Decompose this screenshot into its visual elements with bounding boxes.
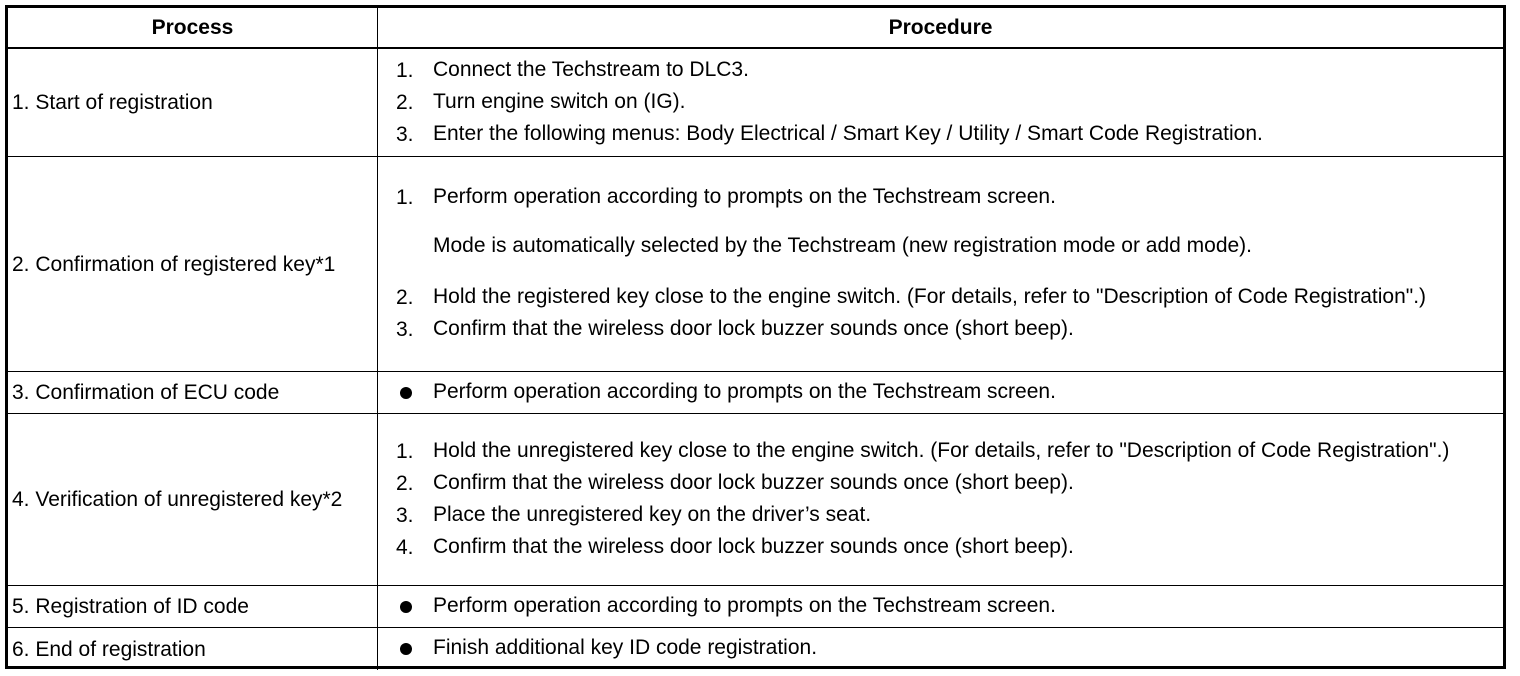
note-text: Mode is automatically selected by the Techstream (new registration mode or add mode). [433, 234, 1253, 257]
step-text: Confirm that the wireless door lock buzzer sounds once (short beep). [433, 317, 1074, 340]
process-label: 6. End of registration [12, 637, 206, 661]
step-number: 2. [396, 90, 414, 114]
bullet-icon [396, 377, 433, 409]
step-number: 1. [396, 186, 414, 209]
step-text: Hold the registered key close to the engine switch. (For details, refer to "Description of Code Registration".) [433, 285, 1427, 308]
step-text: Place the unregistered key on the driver’s seat. [433, 502, 872, 526]
header-process: Process [8, 8, 378, 49]
step-number: 1. [396, 58, 414, 82]
step-text: Turn engine switch on (IG). [433, 89, 686, 113]
process-cell-1 [8, 49, 378, 157]
process-label: 5. Registration of ID code [12, 595, 249, 618]
step-text: Enter the following menus: Body Electrical / Smart Key / Utility / Smart Code Registration. [433, 121, 1263, 145]
step-text: Finish additional key ID code registration. [433, 636, 818, 659]
process-label: 3. Confirmation of ECU code [12, 381, 280, 404]
process-cell-3 [8, 372, 378, 414]
header-procedure: Procedure [378, 8, 1503, 49]
procedure-cell-1 [378, 49, 1503, 157]
step-number: 1. [396, 439, 414, 463]
step-item [396, 314, 1493, 346]
step-number: 3. [396, 318, 414, 341]
step-text: Perform operation according to prompts on the Techstream screen. [433, 593, 1056, 617]
process-label: 2. Confirmation of registered key*1 [12, 252, 336, 276]
step-note [396, 230, 1493, 262]
step-number: 3. [396, 122, 414, 146]
process-cell-2 [8, 157, 378, 372]
step-item [396, 436, 1493, 468]
process-cell-4 [8, 414, 378, 586]
process-cell-5 [8, 586, 378, 628]
step-text: Confirm that the wireless door lock buzzer sounds once (short beep). [433, 470, 1074, 494]
step-item [396, 182, 1493, 214]
step-text: Connect the Techstream to DLC3. [433, 57, 749, 81]
step-number: 2. [396, 471, 414, 495]
step-item [396, 633, 1493, 665]
procedure-cell-2 [378, 157, 1503, 372]
step-number: 3. [396, 503, 414, 527]
procedure-cell-3 [378, 372, 1503, 414]
step-item [396, 87, 1493, 119]
process-cell-6 [8, 628, 378, 670]
procedure-cell-6 [378, 628, 1503, 670]
step-item [396, 500, 1493, 532]
procedure-table [5, 5, 1506, 669]
step-item [396, 282, 1493, 314]
step-text: Perform operation according to prompts on the Techstream screen. [433, 379, 1056, 403]
step-text: Perform operation according to prompts on the Techstream screen. [433, 185, 1056, 208]
step-number: 2. [396, 286, 414, 309]
step-number: 4. [396, 535, 414, 559]
bullet-icon [396, 633, 433, 665]
step-item [396, 468, 1493, 500]
process-label: 4. Verification of unregistered key*2 [12, 488, 343, 511]
procedure-cell-5 [378, 586, 1503, 628]
step-text: Confirm that the wireless door lock buzzer sounds once (short beep). [433, 534, 1074, 558]
step-item [396, 55, 1493, 87]
step-text: Hold the unregistered key close to the engine switch. (For details, refer to "Description of Code Registration".) [433, 438, 1450, 462]
procedure-cell-4 [378, 414, 1503, 586]
bullet-icon [396, 591, 433, 623]
step-item [396, 532, 1493, 564]
process-label: 1. Start of registration [12, 91, 213, 114]
step-item [396, 591, 1493, 623]
step-item [396, 119, 1493, 151]
step-item [396, 377, 1493, 409]
